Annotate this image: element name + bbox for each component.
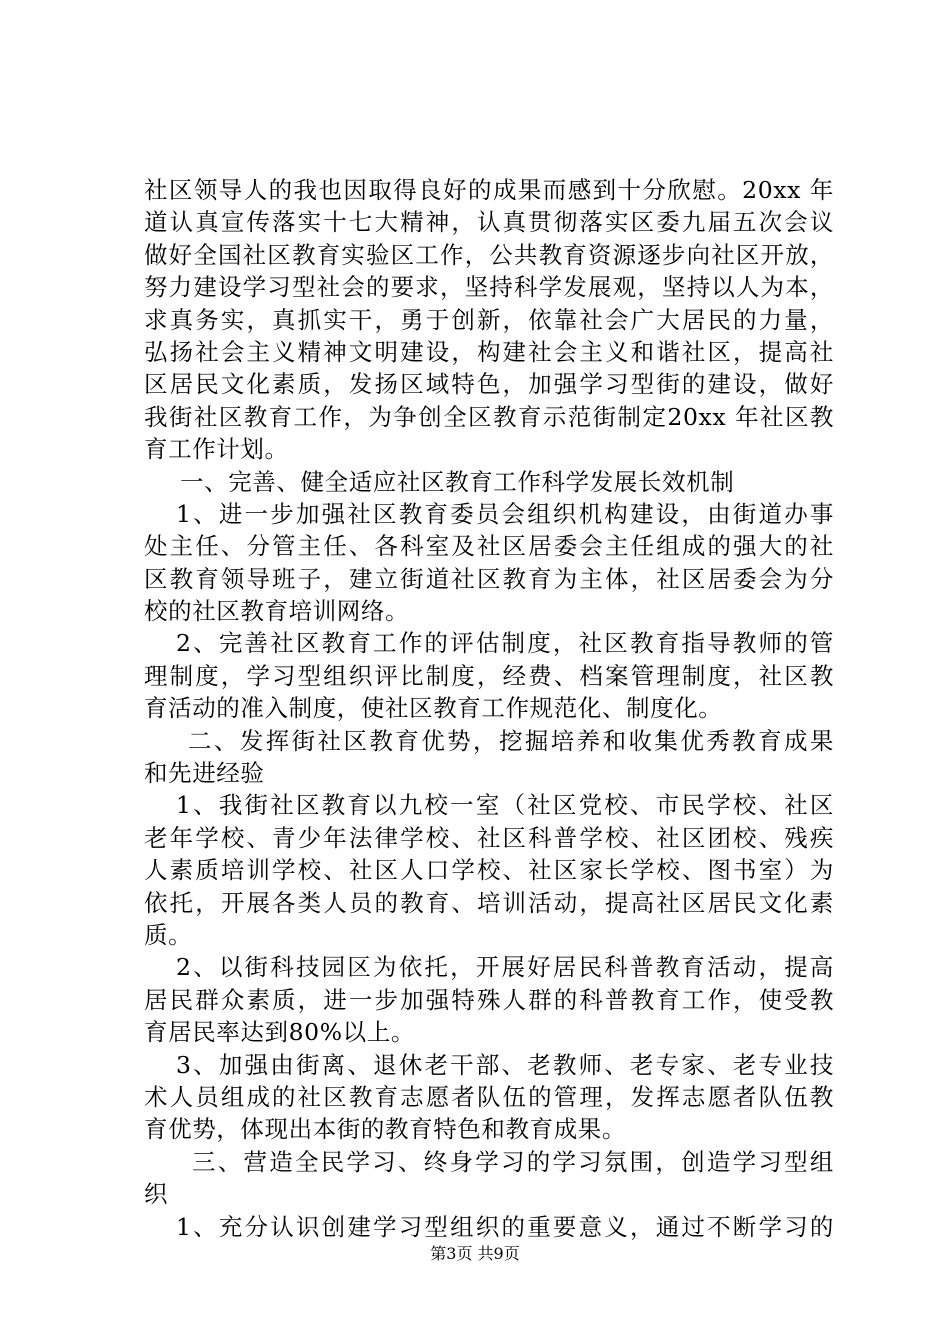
text-line: 1、充分认识创建学习型组织的重要意义，通过不断学习的 (176, 1212, 834, 1241)
section-heading: 一、完善、健全适应社区教育工作科学发展长效机制 (180, 467, 735, 496)
text-line: 区教育领导班子，建立街道社区教育为主体，社区居委会为分 (144, 564, 834, 593)
page-footer (0, 1244, 950, 1264)
text-line: 2、完善社区教育工作的评估制度，社区教育指导教师的管 (176, 629, 834, 658)
text-line: 2、以街科技园区为依托，开展好居民科普教育活动，提高 (176, 953, 834, 982)
text-line: 处主任、分管主任、各科室及社区居委会主任组成的强大的社 (144, 532, 834, 561)
section-heading: 二、发挥街社区教育优势，挖掘培养和收集优秀教育成果 (188, 726, 834, 755)
body-text (144, 174, 834, 1243)
text-line: 3、加强由街离、退休老干部、老教师、老专家、老专业技 (176, 1050, 834, 1079)
text-line: 育工作计划。 (144, 435, 289, 464)
text-line: 质。 (144, 920, 193, 949)
text-line: 老年学校、青少年法律学校、社区科普学校、社区团校、残疾 (144, 823, 834, 852)
section-heading: 织 (144, 1180, 169, 1209)
text-line: 1、进一步加强社区教育委员会组织机构建设，由街道办事 (176, 499, 834, 528)
text-line: 术人员组成的社区教育志愿者队伍的管理，发挥志愿者队伍教 (144, 1082, 834, 1111)
text-line: 育优势，体现出本街的教育特色和教育成果。 (144, 1115, 626, 1144)
page-total: 共9页 (477, 1244, 520, 1263)
text-line: 校的社区教育培训网络。 (144, 597, 410, 626)
text-line: 依托，开展各类人员的教育、培训活动，提高社区居民文化素 (144, 888, 834, 917)
text-line: 弘扬社会主义精神文明建设，构建社会主义和谐社区，提高社 (144, 337, 834, 366)
text-line: 道认真宣传落实十七大精神，认真贯彻落实区委九届五次会议 (144, 208, 834, 237)
text-line: 做好全国社区教育实验区工作，公共教育资源逐步向社区开放， (144, 240, 834, 269)
section-heading: 三、营造全民学习、终身学习的学习氛围，创造学习型组 (192, 1147, 834, 1176)
text-line: 社区领导人的我也因取得良好的成果而感到十分欣慰。20xx 年 (144, 176, 834, 204)
text-line: 育活动的准入制度，使社区教育工作规范化、制度化。 (144, 694, 723, 723)
text-line: 理制度，学习型组织评比制度，经费、档案管理制度，社区教 (144, 661, 834, 690)
text-line: 求真务实，真抓实干，勇于创新，依靠社会广大居民的力量， (144, 305, 834, 334)
page-number: 第3页 (430, 1244, 473, 1263)
text-line: 居民群众素质，进一步加强特殊人群的科普教育工作，使受教 (144, 985, 834, 1014)
text-line: 我街社区教育工作，为争创全区教育示范街制定20xx 年社区教 (144, 402, 834, 431)
text-line: 人素质培训学校、社区人口学校、社区家长学校、图书室）为 (144, 856, 834, 885)
text-line: 区居民文化素质，发扬区域特色，加强学习型街的建设，做好 (144, 370, 834, 399)
text-line: 育居民率达到80%以上。 (144, 1018, 415, 1047)
text-line: 努力建设学习型社会的要求，坚持科学发展观，坚持以人为本， (144, 273, 834, 302)
text-line: 1、我街社区教育以九校一室（社区党校、市民学校、社区 (176, 791, 834, 820)
section-heading: 和先进经验 (144, 759, 265, 788)
